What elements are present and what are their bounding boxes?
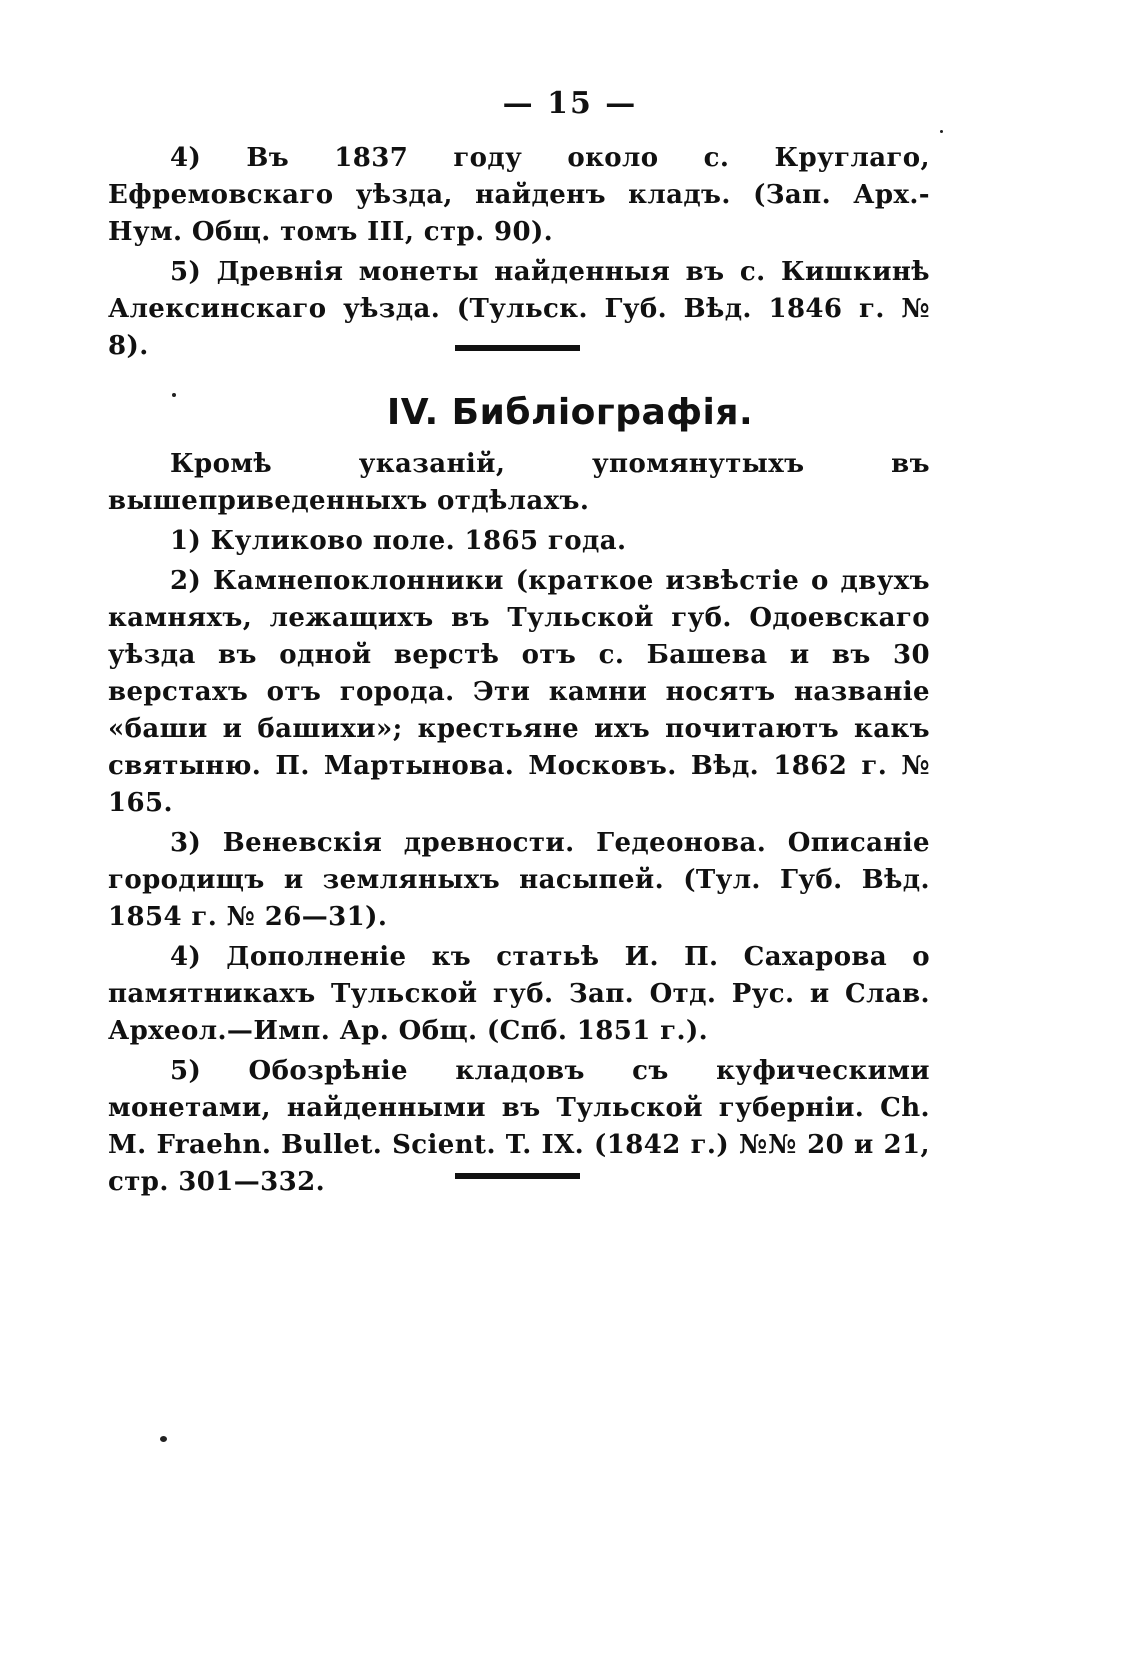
print-speck bbox=[160, 1436, 167, 1442]
bibliography-item: 2) Камнепоклонники (краткое извѣстіе о двухъ камняхъ, лежащихъ въ Тульской губ. Одоевскаго уѣзда въ одной верстѣ отъ с. Башева и въ 30 верстахъ отъ города. Эти камни носятъ названіе «баши и башихи»; крестьяне ихъ почитаютъ какъ святыню. П. Мартынова. Московъ. Вѣд. 1862 г. № 165. bbox=[108, 566, 930, 818]
bibliography-item: 1) Куликово поле. 1865 года. bbox=[170, 526, 627, 556]
bibliography-item: 5) Обозрѣніе кладовъ съ куфическими монетами, найденными въ Тульской губерніи. Ch. M. Fraehn. Bullet. Scient. T. IX. (1842 г.) №№ 20 и 21, стр. 301—332. bbox=[108, 1056, 930, 1197]
print-speck bbox=[172, 393, 176, 397]
bibliography-item: 4) Дополненіе къ статьѣ И. П. Сахарова о памятникахъ Тульской губ. Зап. Отд. Рус. и Слав. Археол.—Имп. Ар. Общ. (Спб. 1851 г.). bbox=[108, 942, 930, 1046]
treasure-item: 4) Въ 1837 году около с. Круглаго, Ефремовскаго уѣзда, найденъ кладъ. (Зап. Арх.-Нум. Общ. томъ III, стр. 90). bbox=[108, 143, 930, 247]
bibliography-intro: Кромѣ указаній, упомянутыхъ въ вышеприведенныхъ отдѣлахъ. bbox=[108, 449, 930, 516]
section-divider bbox=[455, 345, 580, 351]
section-heading: IV. Библіографія. bbox=[386, 392, 754, 433]
print-speck bbox=[940, 130, 943, 133]
treasure-list bbox=[108, 140, 930, 365]
bibliography-list bbox=[108, 446, 930, 1201]
bibliography-item: 3) Веневскія древности. Гедеонова. Описаніе городищъ и земляныхъ насыпей. (Тул. Губ. Вѣд. 1854 г. № 26—31). bbox=[108, 828, 930, 932]
page-number: — 15 — bbox=[502, 86, 638, 121]
treasure-item: 5) Древнія монеты найденныя въ с. Кишкинѣ Алексинскаго уѣзда. (Тульск. Губ. Вѣд. 1846 г. № 8). bbox=[108, 257, 930, 361]
end-divider bbox=[455, 1173, 580, 1179]
